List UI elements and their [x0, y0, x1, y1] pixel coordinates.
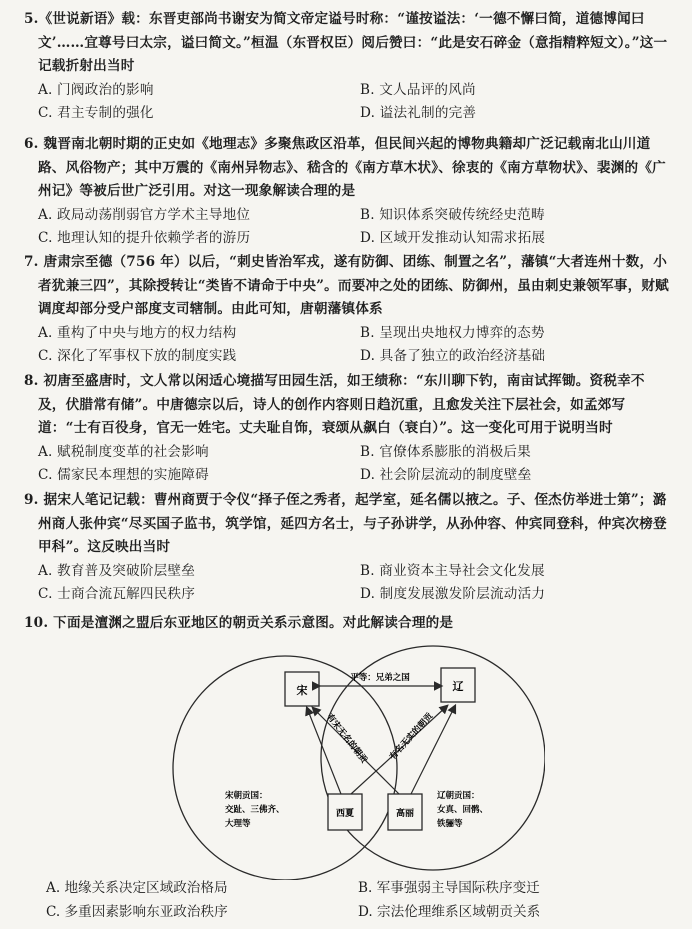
option-b[interactable]: B. 商业资本主导社会文化发展: [360, 562, 545, 579]
tribute-relations-diagram: [165, 640, 545, 880]
question-9: [24, 489, 669, 607]
option-d[interactable]: D. 制度发展激发阶层流动活力: [360, 586, 546, 602]
question-5: [24, 8, 669, 126]
option-d[interactable]: D. 谥法礼制的完善: [360, 105, 477, 121]
option-c[interactable]: C. 地理认知的提升依赖学者的游历: [38, 230, 251, 246]
question-stem: 8. 初唐至盛唐时，文人常以闲适心境描写田园生活，如王绩称：“东川聊下钓，南亩试挥锄。资税幸不及，伏腊常有储”。中唐德宗以后，诗人的创作内容则日趋沉重，且愈发关注下层社会，如孟郊写道：“士有百役身，官无一姓宅。丈夫耻自饰，衰颂从飙白（衰白）”。这一变化可用于说明当时: [24, 373, 645, 436]
liao-tribute-title: 辽朝贡国：: [437, 791, 480, 801]
liao-tribute-line: 女真、回鹘、: [437, 805, 489, 815]
question-stem: 5.《世说新语》载：东晋吏部尚书谢安为简文帝定谥号时称：“谨按谥法：‘一德不懈曰简，道德博闻曰文’……宜尊号曰太宗，谥曰简文。”桓温（东晋权臣）阅后赞曰：“此是安石碎金（意指精粹短文）。”这一记载折射出当时: [24, 11, 668, 74]
option-b[interactable]: B. 呈现出央地权力博弈的态势: [360, 324, 545, 341]
options: [24, 322, 669, 369]
option-d[interactable]: D. 区域开发推动认知需求拓展: [360, 230, 546, 246]
option-d[interactable]: D. 社会阶层流动的制度壁垒: [360, 467, 532, 483]
question-6: [24, 133, 669, 251]
option-b[interactable]: B. 军事强弱主导国际秩序变迁: [358, 880, 540, 896]
option-b[interactable]: B. 官僚体系膨胀的消极后果: [360, 443, 531, 460]
options: [24, 79, 669, 126]
options: [24, 560, 669, 607]
option-c[interactable]: C. 士商合流瓦解四民秩序: [38, 586, 196, 602]
arrow-left-label: 有宋无名的朝贡: [324, 712, 369, 766]
question-stem: 6. 魏晋南北朝时期的正史如《地理志》多聚焦政区沿革，但民间兴起的博物典籍却广泛记载南北山川道路、风俗物产；其中万震的《南州异物志》、嵇含的《南方草木状》、徐衷的《南方草物状》、裴渊的《广州记》等被后世广泛引用。对这一现象解读合理的是: [24, 136, 666, 199]
liao-tribute-line: 铁骊等: [437, 819, 463, 829]
liao-label: 辽: [452, 680, 464, 693]
question-stem: 9. 据宋人笔记记载：曹州商贾于令仪“择子侄之秀者，起学室，延名儒以掖之。子、侄杰仿举进士第”；潞州商人张仲宾“尽买国子监书，筑学馆，延四方名士，与子孙讲学，从孙仲容、仲宾同登科，仲宾次榜登甲科”。这反映出当时: [24, 492, 667, 555]
song-tribute-line: 大理等: [225, 819, 251, 829]
options: [24, 204, 669, 251]
option-c[interactable]: C. 儒家民本理想的实施障碍: [38, 467, 209, 483]
top-relation-label: 平等：兄弟之国: [350, 673, 410, 683]
option-a[interactable]: A. 政局动荡削弱官方学术主导地位: [38, 206, 251, 223]
option-d[interactable]: D. 具备了独立的政治经济基础: [360, 348, 546, 364]
question-8: [24, 370, 669, 488]
option-c[interactable]: C. 多重因素影响东亚政治秩序: [46, 904, 228, 920]
question-7: [24, 251, 669, 369]
option-a[interactable]: A. 赋税制度变革的社会影响: [38, 443, 209, 460]
option-c[interactable]: C. 君主专制的强化: [38, 105, 154, 121]
arrow-right-label: 有名无实的朝贡: [387, 711, 436, 763]
question-stem: 7. 唐肃宗至德（756 年）以后，“刺史皆治军戎，遂有防御、团练、制置之名”，藩镇“大者连州十数，小者犹兼三四”，其除授转让“类皆不请命于中央”。而要冲之处的团练、防御州，虽由刺史兼领军事，财赋调度却部分受户部度支司辖制。由此可知，唐朝藩镇体系: [24, 254, 669, 317]
goryeo-label: 高丽: [395, 809, 415, 819]
option-a[interactable]: A. 门阀政治的影响: [38, 81, 154, 98]
option-b[interactable]: B. 知识体系突破传统经史范畴: [360, 206, 545, 223]
option-b[interactable]: B. 文人品评的风尚: [360, 81, 476, 98]
xixia-label: 西夏: [335, 809, 355, 819]
song-label: 宋: [296, 684, 308, 697]
question-10-options: [46, 876, 666, 924]
option-a[interactable]: A. 地缘关系决定区域政治格局: [46, 880, 228, 896]
option-d[interactable]: D. 宗法伦理维系区域朝贡关系: [358, 904, 541, 920]
question-10: [24, 612, 669, 636]
song-tribute-line: 交趾、三佛齐、: [225, 805, 285, 815]
option-a[interactable]: A. 重构了中央与地方的权力结构: [38, 324, 237, 341]
question-stem: 10. 下面是澶渊之盟后东亚地区的朝贡关系示意图。对此解读合理的是: [24, 615, 454, 631]
song-tribute-title: 宋朝贡国：: [225, 791, 268, 801]
option-c[interactable]: C. 深化了军事权下放的制度实践: [38, 348, 237, 364]
options: [24, 441, 669, 488]
option-a[interactable]: A. 教育普及突破阶层壁垒: [38, 562, 195, 579]
